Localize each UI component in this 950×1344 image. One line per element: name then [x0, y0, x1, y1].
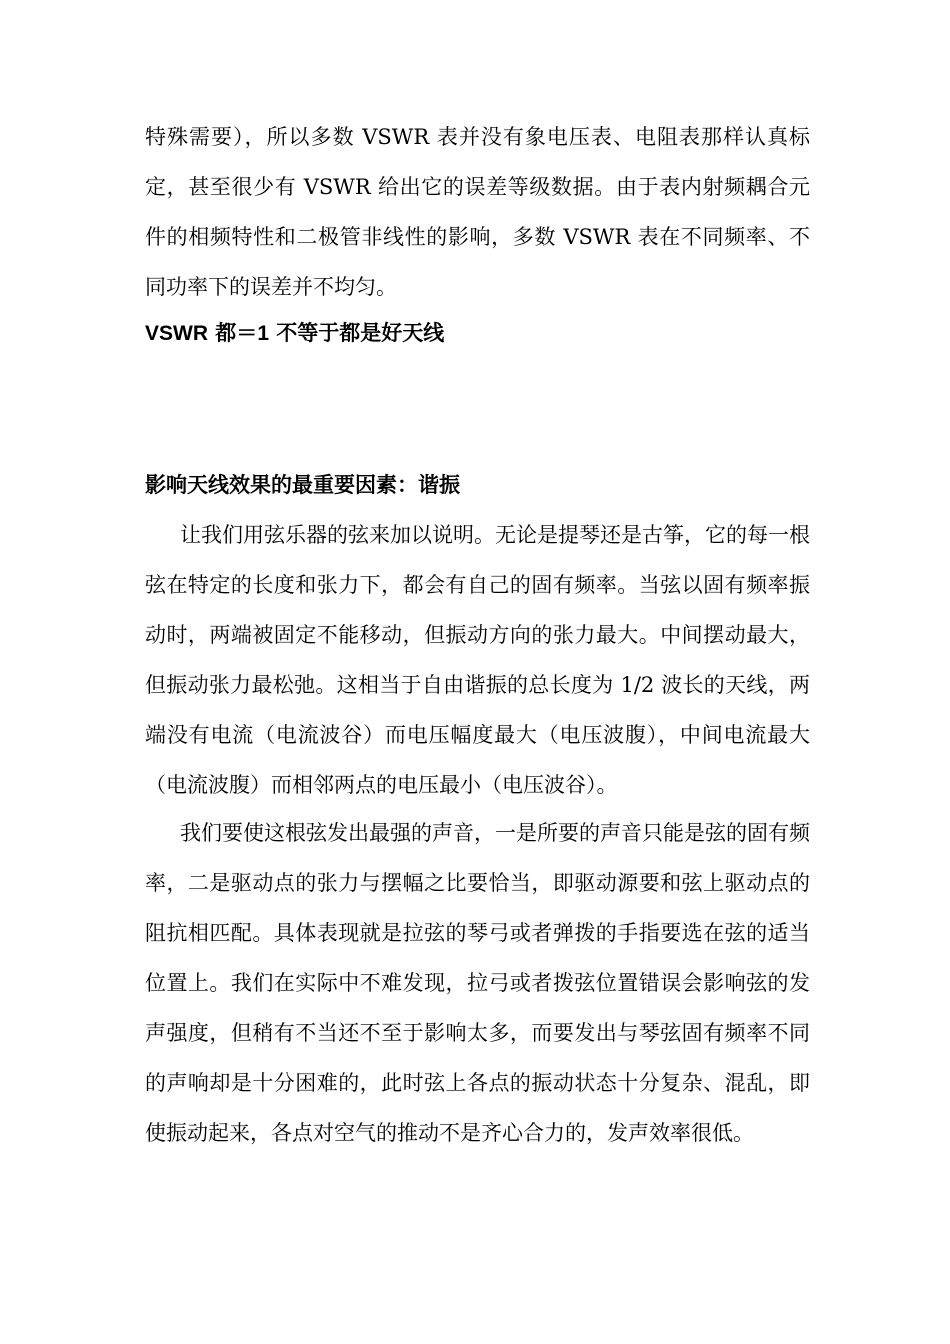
- resonance-heading: 影响天线效果的最重要因素：谐振: [145, 472, 460, 497]
- resonance-paragraph-two: 我们要使这根弦发出最强的声音，一是所要的声音只能是弦的固有频率，二是驱动点的张力与摆幅之比要恰当，即驱动源要和弦上驱动点的阻抗相匹配。具体表现就是拉弦的琴弓或者弹拨的手指要选在弦的适当位置上。我们在实际中不难发现，拉弓或者拨弦位置错误会影响弦的发声强度，但稍有不当还不至于影响太多，而要发出与琴弦固有频率不同的声响却是十分困难的，此时弦上各点的振动状态十分复杂、混乱，即使振动起来，各点对空气的推动不是齐心合力的，发声效率很低。: [145, 821, 810, 1145]
- vswr-heading-number: 1: [257, 322, 269, 345]
- vswr-heading-latin: VSWR: [145, 322, 208, 345]
- lead-paragraph: 特殊需要），所以多数 VSWR 表并没有象电压表、电阻表那样认真标定，甚至很少有 VSWR 给出它的误差等级数据。由于表内射频耦合元件的相频特性和二极管非线性的影响，多数 VSWR 表在不同频率、不同功率下的误差并不均匀。: [145, 125, 810, 299]
- vswr-heading-equal: 都＝: [208, 320, 258, 345]
- resonance-paragraph-one: 让我们用弦乐器的弦来加以说明。无论是提琴还是古筝，它的每一根弦在特定的长度和张力下，都会有自己的固有频率。当弦以固有频率振动时，两端被固定不能移动，但振动方向的张力最大。中间摆动最大，但振动张力最松弛。这相当于自由谐振的总长度为 1/2 波长的天线，两端没有电流（电流波谷）而电压幅度最大（电压波腹），中间电流最大（电流波腹）而相邻两点的电压最小（电压波谷）。: [145, 523, 810, 797]
- vswr-heading: [145, 311, 810, 356]
- vswr-heading-rest: 不等于都是好天线: [269, 320, 445, 345]
